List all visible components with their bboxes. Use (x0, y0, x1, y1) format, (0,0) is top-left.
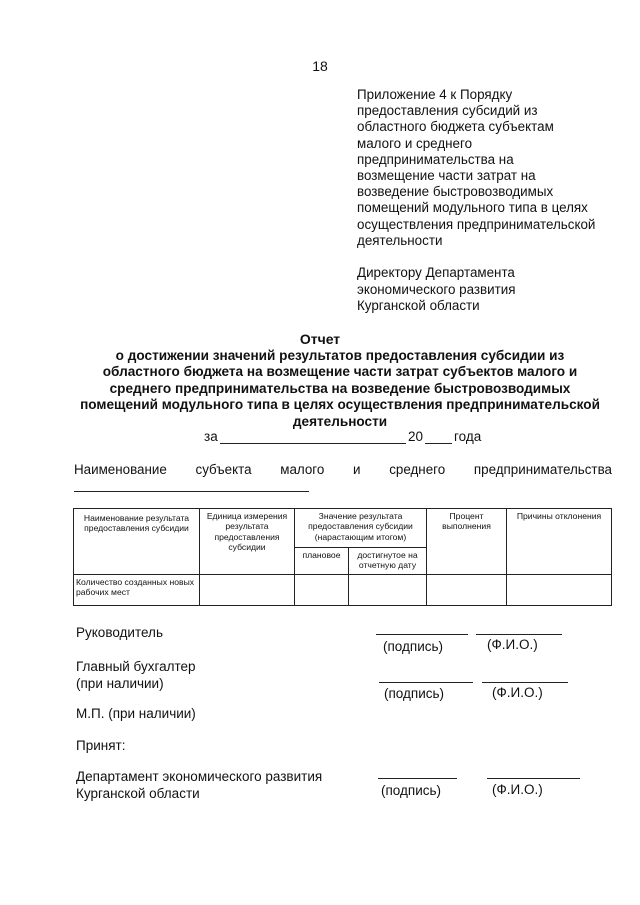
table-header-row (74, 509, 612, 548)
signature-caption: (подпись) (381, 783, 442, 798)
stamp-label: М.П. (при наличии) (76, 706, 196, 721)
period-prefix: за (204, 429, 218, 444)
cell-planned[interactable] (295, 575, 349, 606)
signature-caption: (подпись) (384, 686, 445, 701)
accountant-signature-field[interactable] (379, 682, 473, 683)
period-date-field[interactable] (220, 443, 406, 444)
page-number: 18 (312, 58, 328, 74)
name-caption: (Ф.И.О.) (492, 782, 543, 797)
header-unit: Единица измерения результата предоставления субсидии (200, 509, 295, 575)
appendix-reference (357, 87, 627, 249)
cell-result-name: Количество созданных новых рабочих мест (74, 575, 200, 606)
head-signature-field[interactable] (376, 634, 468, 635)
subtitle-line: областного бюджета на возмещение части затрат субъектов малого и (102, 364, 578, 380)
head-name-field[interactable] (476, 634, 562, 635)
report-title: Отчет (299, 331, 341, 347)
appendix-line: возмещение части затрат на (357, 168, 536, 184)
signature-caption: (подпись) (383, 639, 444, 654)
table-row (74, 575, 612, 606)
name-caption: (Ф.И.О.) (487, 637, 538, 652)
entity-name-field[interactable] (74, 491, 309, 492)
entity-word: Наименование (74, 462, 167, 477)
name-caption: (Ф.И.О.) (492, 685, 543, 700)
department-line: Курганской области (76, 786, 200, 801)
appendix-line: деятельности (357, 232, 443, 248)
cell-unit[interactable] (200, 575, 295, 606)
appendix-line: Приложение 4 к Порядку (357, 87, 513, 102)
head-label: Руководитель (76, 625, 163, 640)
appendix-line: предоставления субсидий из (357, 103, 538, 119)
header-reasons: Причины отклонения (507, 509, 612, 575)
department-line: Департамент экономического развития (76, 769, 323, 784)
entity-word: среднего (389, 462, 446, 477)
header-achieved: достигнутое на отчетную дату (349, 548, 427, 575)
addressee-line: экономического развития (357, 281, 516, 297)
accepted-label: Принят: (76, 738, 126, 753)
addressee-line: Курганской области (357, 298, 480, 313)
period-year-prefix: 20 (408, 429, 424, 444)
header-result-name: Наименование результата предоставления субсидии (74, 509, 200, 575)
subtitle-line: среднего предпринимательства на возведение быстровозводимых (109, 380, 571, 396)
header-percent: Процент выполнения (427, 509, 507, 575)
appendix-line: малого и среднего (357, 135, 473, 151)
appendix-line: осуществления предпринимательской (357, 216, 596, 232)
appendix-line: предпринимательства на (357, 151, 514, 167)
appendix-line: возведение быстровозводимых (357, 184, 554, 200)
results-table (73, 508, 612, 606)
appendix-line: помещений модульного типа в целях (357, 200, 588, 216)
period-year-field[interactable] (425, 443, 452, 444)
entity-word: и (353, 462, 361, 477)
cell-percent[interactable] (427, 575, 507, 606)
addressee-block (357, 265, 627, 315)
subtitle-line: помещений модульного типа в целях осуществления предпринимательской (80, 397, 600, 413)
header-value-group: Значение результата предоставления субсидии (нарастающим итогом) (295, 509, 427, 548)
addressee-line: Директору Департамента (357, 265, 515, 280)
cell-achieved[interactable] (349, 575, 427, 606)
accountant-line: Главный бухгалтер (76, 659, 196, 674)
accountant-line: (при наличии) (76, 676, 164, 691)
accountant-label (76, 658, 196, 692)
department-label (76, 768, 322, 802)
accountant-name-field[interactable] (482, 682, 568, 683)
header-planned: плановое (295, 548, 349, 575)
entity-word: субъекта (195, 462, 252, 477)
cell-reasons[interactable] (507, 575, 612, 606)
subtitle-line: о достижении значений результатов предоставления субсидии из (115, 348, 565, 363)
department-name-field[interactable] (487, 778, 580, 779)
appendix-line: областного бюджета субъектам (357, 119, 554, 135)
report-subtitle (60, 348, 620, 430)
entity-word: предпринимательства (473, 462, 612, 477)
department-signature-field[interactable] (378, 778, 457, 779)
subtitle-line: деятельности (292, 413, 388, 429)
entity-word: малого (280, 462, 325, 477)
period-suffix: года (454, 429, 482, 444)
entity-name-label (74, 462, 612, 477)
